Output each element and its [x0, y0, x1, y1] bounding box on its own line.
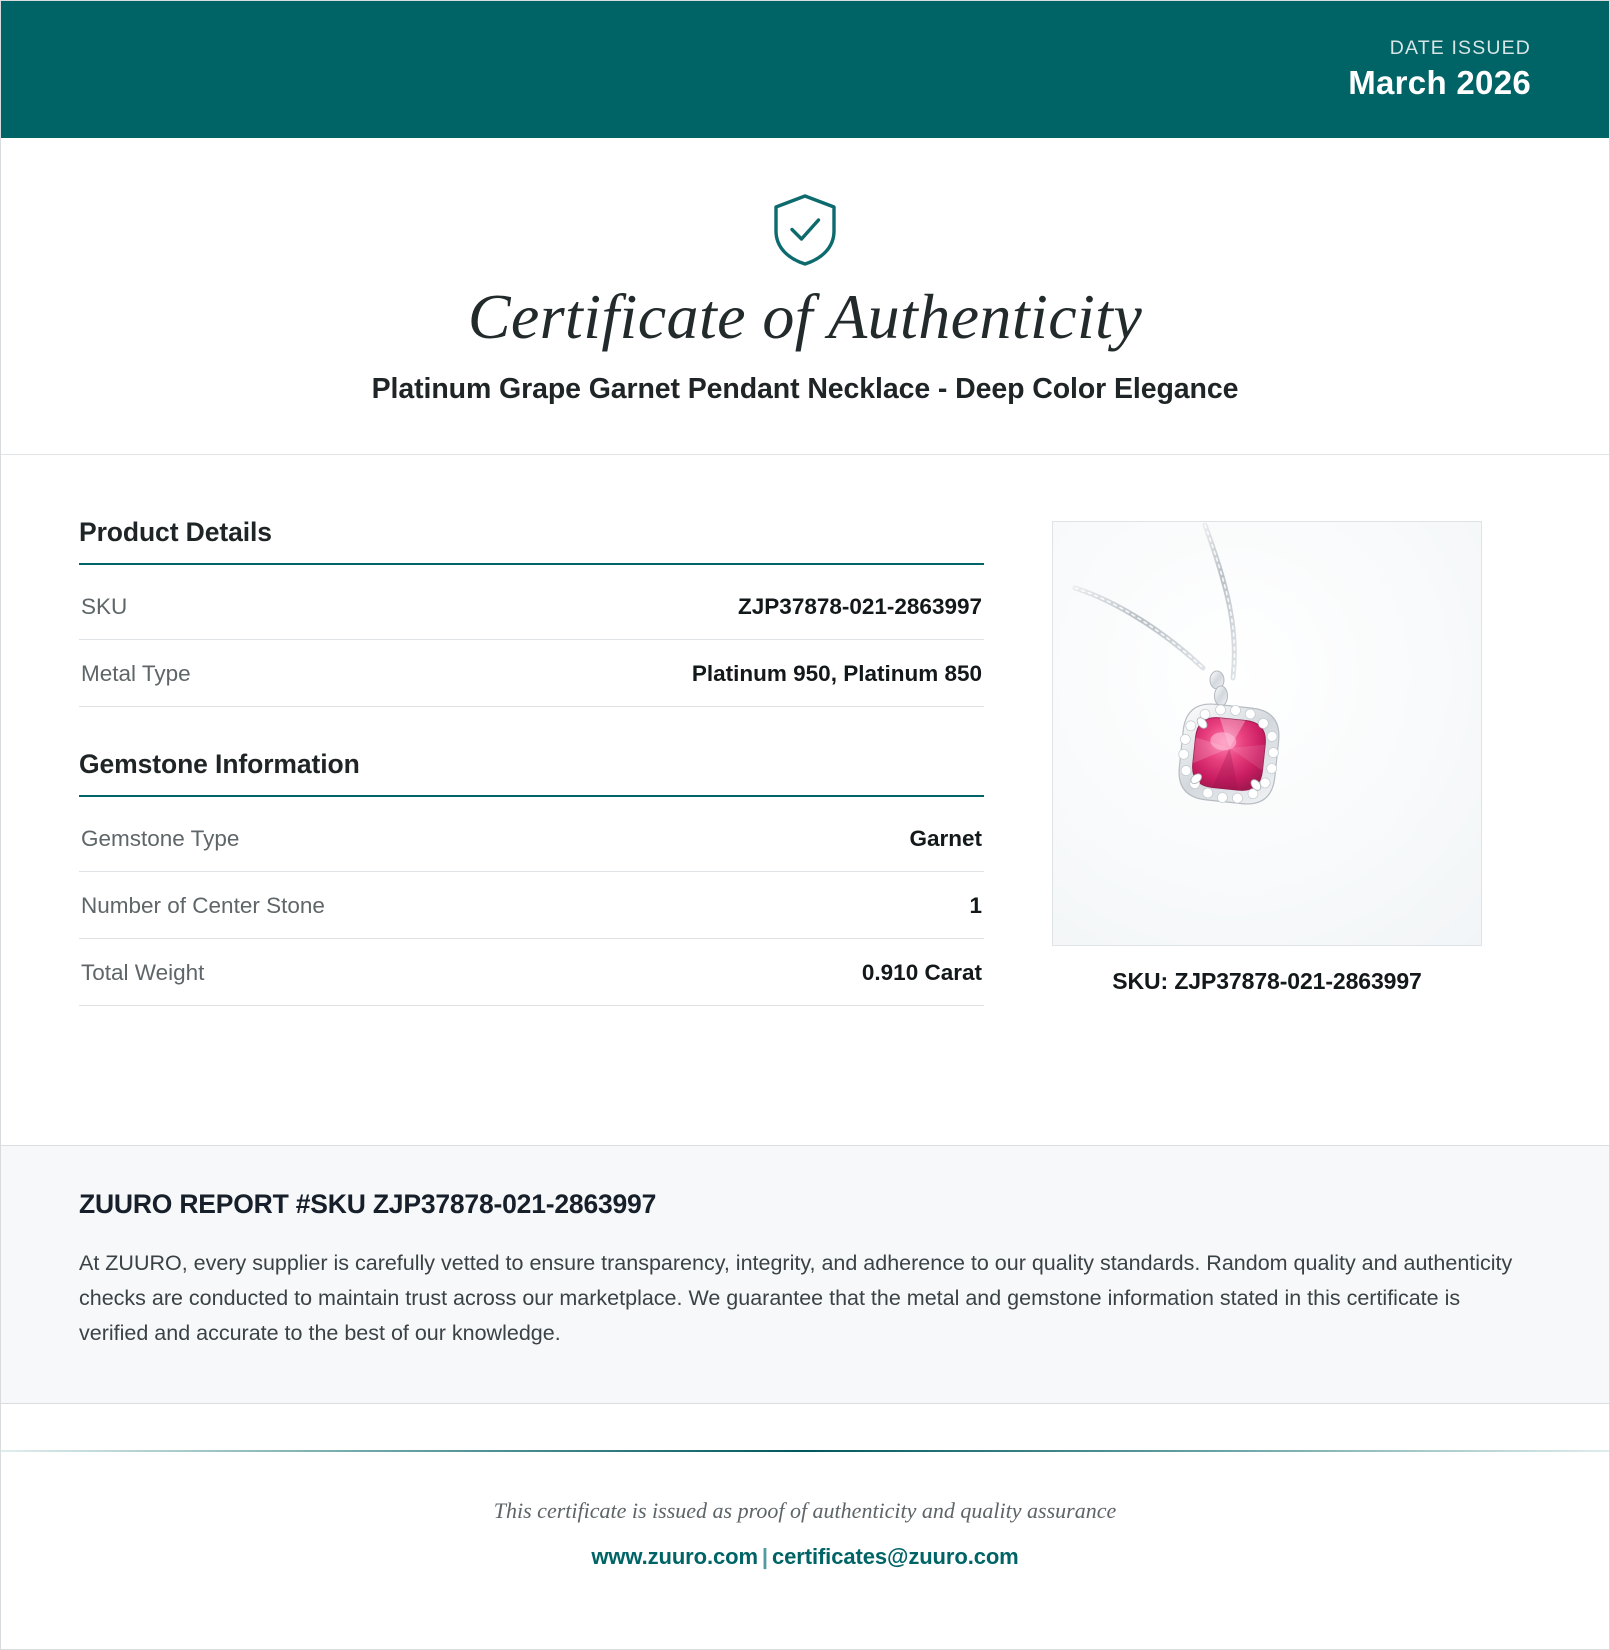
spec-label: Number of Center Stone	[81, 892, 325, 918]
table-row	[79, 939, 984, 1006]
certificate-header-bar	[1, 1, 1609, 138]
shield-wrap	[41, 193, 1569, 267]
product-subtitle: Platinum Grape Garnet Pendant Necklace - Deep Color Elegance	[371, 372, 1239, 405]
spec-label: SKU	[81, 593, 128, 619]
footer-contact	[41, 1544, 1569, 1570]
product-details-heading: Product Details	[79, 516, 272, 547]
certificate-footer	[1, 1404, 1609, 1649]
product-details-section	[79, 517, 984, 707]
spec-value: 1	[969, 892, 982, 918]
section-divider	[79, 563, 984, 565]
table-row	[79, 872, 984, 939]
shield-check-icon	[771, 193, 839, 267]
spec-value: ZJP37878-021-2863997	[738, 593, 982, 619]
date-issued-block	[1348, 38, 1531, 100]
product-image-frame	[1052, 521, 1482, 946]
footer-note: This certificate is issued as proof of authenticity and quality assurance	[493, 1497, 1117, 1523]
spec-value: Garnet	[909, 825, 982, 851]
details-column	[79, 517, 984, 1006]
report-body: At ZUURO, every supplier is carefully vetted to ensure transparency, integrity, and adherence to our quality standards. Random quality and authenticity checks are conducted to maintain trust across our marketplace. We guarantee that the metal and gemstone information stated in this certificate is verified and accurate to the best of our knowledge.	[79, 1251, 1513, 1345]
product-image-column	[1052, 517, 1531, 995]
section-divider	[79, 795, 984, 797]
table-row	[79, 573, 984, 640]
gemstone-information-section	[79, 749, 984, 1006]
report-panel	[1, 1145, 1609, 1403]
website-link[interactable]: www.zuuro.com	[591, 1543, 758, 1569]
date-issued-label: DATE ISSUED	[1389, 37, 1531, 60]
spec-label: Gemstone Type	[81, 825, 240, 851]
spec-label: Total Weight	[81, 959, 205, 985]
product-image-caption: SKU: ZJP37878-021-2863997	[1112, 967, 1422, 994]
footer-separator: |	[761, 1543, 768, 1569]
gemstone-information-heading: Gemstone Information	[79, 748, 360, 779]
table-row	[79, 640, 984, 707]
title-block	[1, 138, 1609, 455]
email-link[interactable]: certificates@zuuro.com	[771, 1543, 1019, 1569]
spec-value: 0.910 Carat	[861, 959, 982, 985]
footer-inner	[1, 1452, 1609, 1570]
table-row	[79, 805, 984, 872]
spec-value: Platinum 950, Platinum 850	[691, 660, 982, 686]
product-photo	[1053, 522, 1481, 945]
date-issued-value: March 2026	[1348, 63, 1531, 101]
page-title: Certificate of Authenticity	[467, 281, 1143, 352]
main-content	[1, 455, 1609, 1145]
spec-label: Metal Type	[81, 660, 191, 686]
report-title: ZUURO REPORT #SKU ZJP37878-021-2863997	[79, 1189, 657, 1220]
